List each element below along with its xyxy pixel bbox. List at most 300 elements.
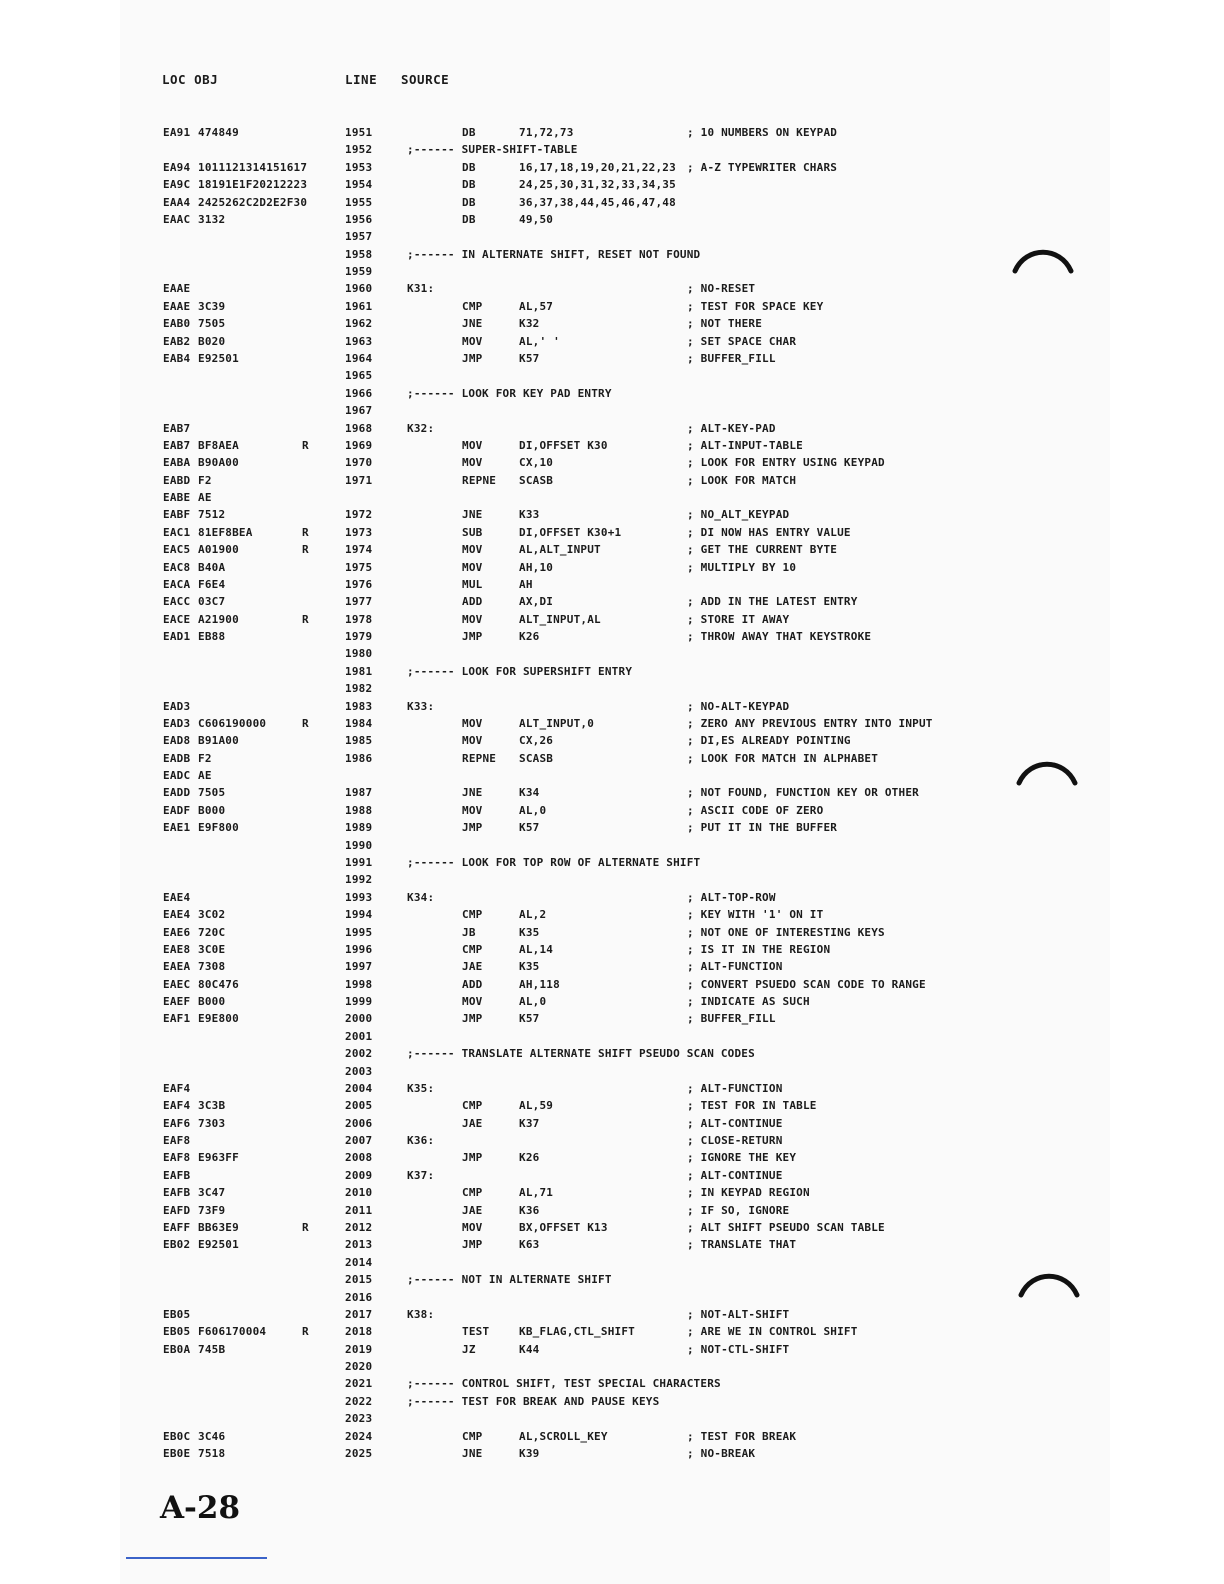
object-code: 1011121314151617 <box>198 160 308 174</box>
loc-address: EABD <box>163 473 191 487</box>
source-operand: KB_FLAG,CTL_SHIFT <box>519 1325 635 1339</box>
listing-row <box>0 941 1224 958</box>
line-number: 1961 <box>345 299 373 313</box>
source-operand: K35 <box>519 925 540 939</box>
section-divider-comment: ;------ NOT IN ALTERNATE SHIFT <box>407 1273 612 1287</box>
line-number: 1986 <box>345 751 373 765</box>
source-label: K37: <box>407 1168 435 1182</box>
line-number: 2022 <box>345 1394 373 1408</box>
source-operand: K26 <box>519 1151 540 1165</box>
source-operand: AL,14 <box>519 942 554 956</box>
object-code: B000 <box>198 803 226 817</box>
source-comment: ; ALT-FUNCTION <box>687 960 783 974</box>
listing-row <box>0 159 1224 176</box>
source-opcode: JNE <box>462 1446 483 1460</box>
listing-row <box>0 367 1224 384</box>
line-number: 2011 <box>345 1203 373 1217</box>
line-number: 1980 <box>345 647 373 661</box>
object-code: 7512 <box>198 508 226 522</box>
line-number: 1985 <box>345 734 373 748</box>
line-number: 2023 <box>345 1412 373 1426</box>
line-number: 1976 <box>345 577 373 591</box>
source-comment: ; LOOK FOR MATCH <box>687 473 797 487</box>
source-operand: K44 <box>519 1342 540 1356</box>
object-code: A01900 <box>198 543 239 557</box>
line-number: 1990 <box>345 838 373 852</box>
line-number: 1953 <box>345 160 373 174</box>
source-operand: CX,10 <box>519 456 554 470</box>
loc-address: EAAC <box>163 212 191 226</box>
listing-row <box>0 1323 1224 1340</box>
listing-row <box>0 924 1224 941</box>
listing-row <box>0 141 1224 158</box>
line-number: 2005 <box>345 1099 373 1113</box>
source-comment: ; INDICATE AS SUCH <box>687 995 810 1008</box>
relocation-flag: R <box>302 612 309 626</box>
listing-row <box>0 385 1224 402</box>
object-code: 7505 <box>198 317 226 331</box>
source-comment: ; NOT ONE OF INTERESTING KEYS <box>687 925 885 939</box>
loc-address: EB0C <box>163 1429 191 1443</box>
line-number: 2003 <box>345 1064 373 1078</box>
source-comment: ; NOT-ALT-SHIFT <box>687 1307 790 1321</box>
line-number: 1981 <box>345 664 373 678</box>
loc-address: EAE4 <box>163 890 191 904</box>
listing-row <box>0 715 1224 732</box>
line-number: 1996 <box>345 942 373 956</box>
object-code: 720C <box>198 925 226 939</box>
listing-row <box>0 472 1224 489</box>
listing-row <box>0 1236 1224 1253</box>
section-divider-comment: ;------ CONTROL SHIFT, TEST SPECIAL CHARACTERS <box>407 1377 721 1391</box>
line-number: 1993 <box>345 890 373 904</box>
source-comment: ; NOT THERE <box>687 317 763 331</box>
loc-address: EAFF <box>163 1220 191 1234</box>
listing-row <box>0 1045 1224 1062</box>
line-number: 1952 <box>345 143 373 157</box>
line-number: 1999 <box>345 995 373 1008</box>
object-code: B020 <box>198 334 226 348</box>
source-opcode: MOV <box>462 995 483 1008</box>
source-operand: DI,OFFSET K30+1 <box>519 525 622 539</box>
listing-row <box>0 1341 1224 1358</box>
source-comment: ; MULTIPLY BY 10 <box>687 560 797 574</box>
source-opcode: MUL <box>462 577 483 591</box>
source-operand: AH,10 <box>519 560 554 574</box>
source-operand: CX,26 <box>519 734 554 748</box>
binder-hole-middle-icon <box>1016 756 1078 786</box>
loc-address: EAF1 <box>163 1012 191 1026</box>
listing-row <box>0 1097 1224 1114</box>
listing-row <box>0 889 1224 906</box>
source-opcode: JMP <box>462 1012 483 1026</box>
object-code: A21900 <box>198 612 239 626</box>
listing-row <box>0 402 1224 419</box>
line-number: 2020 <box>345 1360 373 1373</box>
loc-address: EACA <box>163 577 191 591</box>
loc-address: EA9C <box>163 178 191 192</box>
object-code: 3C46 <box>198 1429 226 1443</box>
object-code: E92501 <box>198 1238 239 1252</box>
line-number: 2004 <box>345 1081 373 1095</box>
object-code: 3C0E <box>198 942 226 956</box>
listing-row <box>0 663 1224 680</box>
source-comment: ; BUFFER_FILL <box>687 351 776 365</box>
listing-row <box>0 1202 1224 1219</box>
source-opcode: CMP <box>462 908 483 922</box>
loc-address: EA91 <box>163 126 191 139</box>
loc-address: EB05 <box>163 1325 191 1339</box>
line-number: 1970 <box>345 456 373 470</box>
listing-row <box>0 1219 1224 1236</box>
object-code: 745B <box>198 1342 226 1356</box>
object-code: E9F800 <box>198 821 239 835</box>
source-operand: 16,17,18,19,20,21,22,23 <box>519 160 676 174</box>
source-comment: ; DI,ES ALREADY POINTING <box>687 734 851 748</box>
source-opcode: CMP <box>462 1186 483 1200</box>
object-code: B91A00 <box>198 734 239 748</box>
line-number: 1964 <box>345 351 373 365</box>
loc-address: EAD8 <box>163 734 191 748</box>
source-opcode: DB <box>462 195 476 209</box>
source-operand: K35 <box>519 960 540 974</box>
header-line: LINE <box>345 72 378 87</box>
source-comment: ; ASCII CODE OF ZERO <box>687 803 824 817</box>
source-opcode: TEST <box>462 1325 490 1339</box>
line-number: 2001 <box>345 1029 373 1043</box>
loc-address: EAFD <box>163 1203 191 1217</box>
listing-row <box>0 680 1224 697</box>
source-opcode: ADD <box>462 595 483 609</box>
loc-address: EADB <box>163 751 191 765</box>
source-opcode: SUB <box>462 525 483 539</box>
object-code: 3C47 <box>198 1186 226 1200</box>
line-number: 1966 <box>345 386 373 400</box>
source-operand: K36 <box>519 1203 540 1217</box>
source-label: K31: <box>407 282 435 296</box>
object-code: AE <box>198 769 212 783</box>
source-comment: ; TEST FOR IN TABLE <box>687 1099 817 1113</box>
loc-address: EAB4 <box>163 351 191 365</box>
line-number: 1994 <box>345 908 373 922</box>
listing-row <box>0 802 1224 819</box>
object-code: 73F9 <box>198 1203 226 1217</box>
listing-row <box>0 228 1224 245</box>
source-opcode: JAE <box>462 1203 483 1217</box>
loc-address: EAC5 <box>163 543 191 557</box>
section-divider-comment: ;------ LOOK FOR SUPERSHIFT ENTRY <box>407 664 633 678</box>
source-operand: ALT_INPUT,AL <box>519 612 601 626</box>
source-opcode: ADD <box>462 977 483 991</box>
source-operand: AL,SCROLL_KEY <box>519 1429 608 1443</box>
source-operand: K57 <box>519 351 540 365</box>
loc-address: EAA4 <box>163 195 191 209</box>
line-number: 1984 <box>345 716 373 730</box>
loc-address: EABF <box>163 508 191 522</box>
source-operand: AL,' ' <box>519 334 560 348</box>
source-operand: K26 <box>519 630 540 643</box>
object-code: E963FF <box>198 1151 239 1165</box>
line-number: 1987 <box>345 786 373 800</box>
line-number: 1967 <box>345 404 373 418</box>
source-comment: ; TRANSLATE THAT <box>687 1238 797 1252</box>
line-number: 1968 <box>345 421 373 435</box>
listing-row <box>0 1132 1224 1149</box>
line-number: 2008 <box>345 1151 373 1165</box>
listing-row <box>0 593 1224 610</box>
source-operand: K34 <box>519 786 540 800</box>
source-opcode: MOV <box>462 334 483 348</box>
relocation-flag: R <box>302 1220 309 1234</box>
header-source: SOURCE <box>401 72 450 87</box>
loc-address: EADD <box>163 786 191 800</box>
line-number: 2013 <box>345 1238 373 1252</box>
source-comment: ; IF SO, IGNORE <box>687 1203 790 1217</box>
line-number: 1957 <box>345 230 373 244</box>
object-code: F606170004 <box>198 1325 267 1339</box>
source-operand: SCASB <box>519 473 554 487</box>
source-comment: ; A-Z TYPEWRITER CHARS <box>687 160 838 174</box>
source-comment: ; THROW AWAY THAT KEYSTROKE <box>687 630 872 643</box>
loc-address: EAB2 <box>163 334 191 348</box>
source-label: K38: <box>407 1307 435 1321</box>
relocation-flag: R <box>302 438 309 452</box>
relocation-flag: R <box>302 525 309 539</box>
loc-address: EA94 <box>163 160 191 174</box>
listing-row <box>0 1115 1224 1132</box>
source-operand: AH,118 <box>519 977 560 991</box>
source-opcode: MOV <box>462 734 483 748</box>
source-operand: AL,57 <box>519 299 554 313</box>
source-opcode: DB <box>462 178 476 192</box>
source-comment: ; LOOK FOR ENTRY USING KEYPAD <box>687 456 885 470</box>
source-operand: 36,37,38,44,45,46,47,48 <box>519 195 676 209</box>
source-label: K32: <box>407 421 435 435</box>
line-number: 1969 <box>345 438 373 452</box>
line-number: 1971 <box>345 473 373 487</box>
relocation-flag: R <box>302 716 309 730</box>
source-comment: ; TEST FOR SPACE KEY <box>687 299 824 313</box>
listing-row <box>0 645 1224 662</box>
source-operand: K39 <box>519 1446 540 1460</box>
source-operand: AX,DI <box>519 595 554 609</box>
source-opcode: JMP <box>462 1151 483 1165</box>
loc-address: EABE <box>163 491 191 504</box>
listing-row <box>0 611 1224 628</box>
loc-address: EAC8 <box>163 560 191 574</box>
listing-row <box>0 124 1224 141</box>
source-comment: ; ALT-KEY-PAD <box>687 421 776 435</box>
listing-row <box>0 1028 1224 1045</box>
line-number: 2017 <box>345 1307 373 1321</box>
source-comment: ; TEST FOR BREAK <box>687 1429 797 1443</box>
line-number: 1979 <box>345 630 373 643</box>
line-number: 1983 <box>345 699 373 713</box>
line-number: 1972 <box>345 508 373 522</box>
loc-address: EAC1 <box>163 525 191 539</box>
line-number: 1982 <box>345 682 373 696</box>
source-operand: K33 <box>519 508 540 522</box>
listing-row <box>0 1375 1224 1392</box>
listing-row <box>0 1167 1224 1184</box>
source-opcode: JMP <box>462 1238 483 1252</box>
line-number: 1992 <box>345 873 373 887</box>
object-code: F2 <box>198 751 212 765</box>
loc-address: EAE8 <box>163 942 191 956</box>
loc-address: EACC <box>163 595 191 609</box>
source-operand: AL,0 <box>519 803 547 817</box>
line-number: 1973 <box>345 525 373 539</box>
listing-row <box>0 1306 1224 1323</box>
source-comment: ; ADD IN THE LATEST ENTRY <box>687 595 858 609</box>
line-number: 1954 <box>345 178 373 192</box>
source-opcode: JAE <box>462 960 483 974</box>
listing-row <box>0 698 1224 715</box>
source-label: K33: <box>407 699 435 713</box>
source-operand: DI,OFFSET K30 <box>519 438 608 452</box>
line-number: 1960 <box>345 282 373 296</box>
relocation-flag: R <box>302 543 309 557</box>
listing-row <box>0 298 1224 315</box>
source-comment: ; NOT-CTL-SHIFT <box>687 1342 790 1356</box>
listing-row <box>0 837 1224 854</box>
listing-row <box>0 1410 1224 1427</box>
source-operand: AL,71 <box>519 1186 554 1200</box>
object-code: 03C7 <box>198 595 226 609</box>
loc-address: EAD1 <box>163 630 191 643</box>
source-comment: ; KEY WITH '1' ON IT <box>687 908 824 922</box>
object-code: E92501 <box>198 351 239 365</box>
source-opcode: MOV <box>462 438 483 452</box>
loc-address: EAD3 <box>163 699 191 713</box>
relocation-flag: R <box>302 1325 309 1339</box>
loc-address: EB0A <box>163 1342 191 1356</box>
source-operand: 49,50 <box>519 212 554 226</box>
source-operand: BX,OFFSET K13 <box>519 1220 608 1234</box>
source-operand: 24,25,30,31,32,33,34,35 <box>519 178 676 192</box>
source-opcode: CMP <box>462 1429 483 1443</box>
binder-hole-top-icon <box>1012 244 1074 274</box>
loc-address: EAEC <box>163 977 191 991</box>
loc-address: EAF8 <box>163 1151 191 1165</box>
listing-row <box>0 1428 1224 1445</box>
source-opcode: MOV <box>462 543 483 557</box>
line-number: 1956 <box>345 212 373 226</box>
object-code: 2425262C2D2E2F30 <box>198 195 308 209</box>
object-code: 7518 <box>198 1446 226 1460</box>
loc-address: EB02 <box>163 1238 191 1252</box>
loc-address: EABA <box>163 456 191 470</box>
source-comment: ; NOT FOUND, FUNCTION KEY OR OTHER <box>687 786 919 800</box>
source-comment: ; ALT-TOP-ROW <box>687 890 776 904</box>
listing-row <box>0 1358 1224 1375</box>
line-number: 2018 <box>345 1325 373 1339</box>
line-number: 1974 <box>345 543 373 557</box>
line-number: 2009 <box>345 1168 373 1182</box>
object-code: BB63E9 <box>198 1220 239 1234</box>
source-label: K35: <box>407 1081 435 1095</box>
listing-row <box>0 194 1224 211</box>
source-opcode: JMP <box>462 630 483 643</box>
object-code: 3C39 <box>198 299 226 313</box>
source-opcode: JNE <box>462 317 483 331</box>
source-comment: ; 10 NUMBERS ON KEYPAD <box>687 126 838 139</box>
listing-row <box>0 906 1224 923</box>
source-operand: K57 <box>519 821 540 835</box>
source-opcode: CMP <box>462 942 483 956</box>
listing-row <box>0 1149 1224 1166</box>
source-opcode: DB <box>462 212 476 226</box>
listing-row <box>0 506 1224 523</box>
source-comment: ; STORE IT AWAY <box>687 612 790 626</box>
source-operand: K37 <box>519 1116 540 1130</box>
object-code: C606190000 <box>198 716 267 730</box>
source-comment: ; ALT-FUNCTION <box>687 1081 783 1095</box>
loc-address: EAFB <box>163 1168 191 1182</box>
object-code: B000 <box>198 995 226 1008</box>
source-opcode: CMP <box>462 1099 483 1113</box>
line-number: 1998 <box>345 977 373 991</box>
source-operand: ALT_INPUT,0 <box>519 716 595 730</box>
line-number: 2012 <box>345 1220 373 1234</box>
loc-address: EAAE <box>163 299 191 313</box>
line-number: 1978 <box>345 612 373 626</box>
line-number: 1962 <box>345 317 373 331</box>
loc-address: EAEA <box>163 960 191 974</box>
source-comment: ; ALT-CONTINUE <box>687 1116 783 1130</box>
object-code: 3132 <box>198 212 226 226</box>
loc-address: EADC <box>163 769 191 783</box>
listing-row <box>0 489 1224 506</box>
listing-row <box>0 541 1224 558</box>
line-number: 1977 <box>345 595 373 609</box>
object-code: 18191E1F20212223 <box>198 178 308 192</box>
line-number: 2019 <box>345 1342 373 1356</box>
loc-address: EAF6 <box>163 1116 191 1130</box>
source-opcode: JZ <box>462 1342 476 1356</box>
listing-row <box>0 628 1224 645</box>
listing-row <box>0 350 1224 367</box>
listing-row <box>0 524 1224 541</box>
loc-address: EAFB <box>163 1186 191 1200</box>
source-opcode: MOV <box>462 716 483 730</box>
source-opcode: MOV <box>462 1220 483 1234</box>
listing-row <box>0 176 1224 193</box>
listing-row <box>0 559 1224 576</box>
listing-row <box>0 993 1224 1010</box>
object-code: 7303 <box>198 1116 226 1130</box>
section-divider-comment: ;------ LOOK FOR KEY PAD ENTRY <box>407 386 612 400</box>
object-code: 3C3B <box>198 1099 226 1113</box>
source-opcode: JNE <box>462 786 483 800</box>
source-operand: AH <box>519 577 533 591</box>
source-opcode: JMP <box>462 821 483 835</box>
source-operand: K57 <box>519 1012 540 1026</box>
object-code: 7308 <box>198 960 226 974</box>
listing-row <box>0 1445 1224 1462</box>
source-comment: ; ALT SHIFT PSEUDO SCAN TABLE <box>687 1220 885 1234</box>
line-number: 2015 <box>345 1273 373 1287</box>
source-opcode: MOV <box>462 803 483 817</box>
loc-address: EAF4 <box>163 1081 191 1095</box>
loc-address: EAD3 <box>163 716 191 730</box>
section-divider-comment: ;------ SUPER-SHIFT-TABLE <box>407 143 578 157</box>
listing-row <box>0 1393 1224 1410</box>
binder-hole-bottom-icon <box>1018 1268 1080 1298</box>
listing-row <box>0 1184 1224 1201</box>
source-opcode: JNE <box>462 508 483 522</box>
loc-address: EAEF <box>163 995 191 1008</box>
